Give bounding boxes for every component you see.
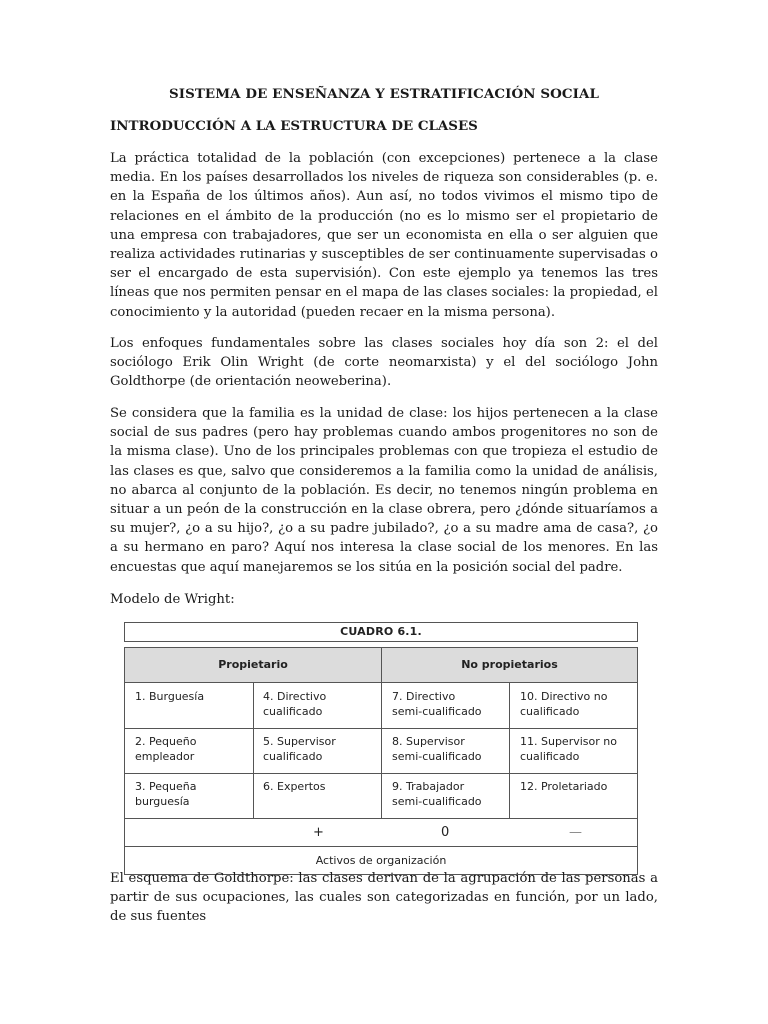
section-heading: INTRODUCCIÓN A LA ESTRUCTURA DE CLASES	[110, 118, 478, 134]
cell-class-12: 12. Proletariado	[520, 780, 608, 793]
sign-minus: —	[569, 825, 582, 840]
column-divider	[509, 683, 510, 818]
cell-class-9: 9. Trabajador semi-cualificado	[392, 780, 482, 808]
cell-class-4: 4. Directivo cualificado	[263, 690, 327, 718]
sign-plus: +	[313, 825, 324, 840]
column-divider	[253, 683, 254, 818]
row-divider	[125, 818, 637, 819]
cell-class-5: 5. Supervisor cualificado	[263, 735, 336, 763]
cell-class-3: 3. Pequeña burguesía	[135, 780, 197, 808]
sign-zero: 0	[441, 825, 450, 840]
cell-class-8: 8. Supervisor semi-cualificado	[392, 735, 482, 763]
table-footer-label: Activos de organización	[315, 854, 447, 867]
table-grid	[124, 647, 638, 875]
cell-class-6: 6. Expertos	[263, 780, 326, 793]
cell-class-10: 10. Directivo no cualificado	[520, 690, 608, 718]
cell-class-11: 11. Supervisor no cualificado	[520, 735, 617, 763]
cell-class-1: 1. Burguesía	[135, 690, 205, 703]
document-title: SISTEMA DE ENSEÑANZA Y ESTRATIFICACIÓN SOCIAL	[168, 86, 600, 102]
cell-class-2: 2. Pequeño empleador	[135, 735, 197, 763]
row-divider	[125, 846, 637, 847]
paragraph-wright-model: Modelo de Wright:	[110, 592, 235, 607]
cell-class-7: 7. Directivo semi-cualificado	[392, 690, 482, 718]
paragraph-approaches: Los enfoques fundamentales sobre las clases sociales hoy día son 2: el del sociólogo Erik Olin Wright (de corte neomarxista) y el del sociólogo John Goldthorpe (de orientación neoweberina).	[110, 336, 658, 390]
column-divider	[381, 648, 382, 818]
table-title: CUADRO 6.1.	[124, 622, 638, 642]
header-owner: Propietario	[125, 648, 382, 682]
paragraph-goldthorpe: El esquema de Goldthorpe: las clases derivan de la agrupación de las personas a partir de sus ocupaciones, las cuales son categorizadas en función, por un lado, de sus fuentes	[110, 871, 658, 925]
paragraph-family-unit: Se considera que la familia es la unidad de clase: los hijos pertenecen a la clase social de sus padres (pero hay problemas cuando ambos progenitores no son de la misma clase). Uno de los principales problemas con que tropieza el estudio de las clases es que, salvo que consideremos a la familia como la unidad de análisis, no abarca al conjunto de la población. Es decir, no tenemos ningún problema en situar a un peón de la construcción en la clase obrera, pero ¿dónde situaríamos a su mujer?, ¿o a su hijo?, ¿o a su padre jubilado?, ¿o a su madre ama de casa?, ¿o a su hermano en paro? Aquí nos interesa la clase social de los menores. En las encuestas que aquí manejaremos se los sitúa en la posición social del padre.	[110, 406, 658, 575]
paragraph-intro: La práctica totalidad de la población (con excepciones) pertenece a la clase media. En los países desarrollados los niveles de riqueza son considerables (p. e. en la España de los últimos años). Aun así, no todos vivimos el mismo tipo de relaciones en el ámbito de la producción (no es lo mismo ser el propietario de una empresa con trabajadores, que ser un economista en ella o ser alguien que realiza actividades rutinarias y susceptibles de ser continuamente supervisadas o ser el encargado de esta supervisión). Con este ejemplo ya tenemos las tres líneas que nos permiten pensar en el mapa de las clases sociales: la propiedad, el conocimiento y la autoridad (pueden recaer en la misma persona).	[110, 151, 658, 320]
wright-class-table	[124, 622, 638, 874]
header-nonowner: No propietarios	[382, 648, 637, 682]
